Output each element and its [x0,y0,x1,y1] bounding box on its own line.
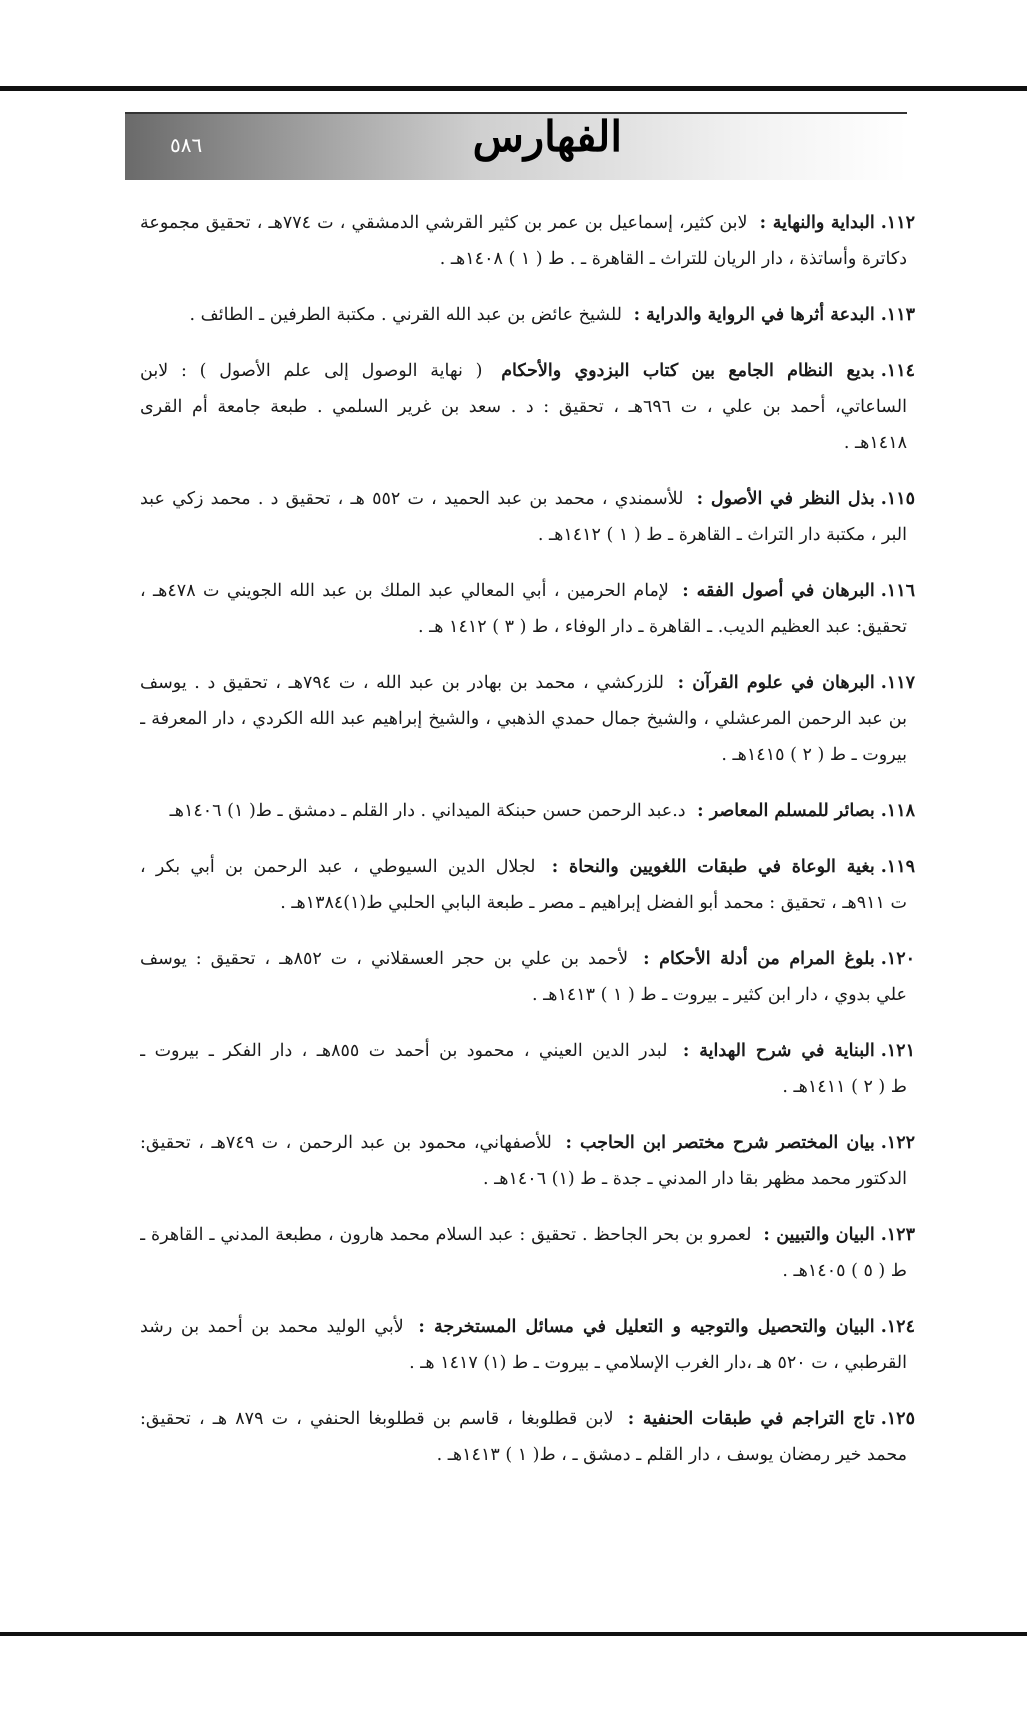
entry-title: البيان والتحصيل والتوجيه و التعليل في مسائل المستخرجة : [418,1317,875,1337]
page-number: ٥٨٦ [170,133,203,157]
entry-number: ١١٨. [880,801,915,821]
entry-number: ١٢٥. [880,1409,915,1429]
entry-title: البرهان في أصول الفقه : [682,581,875,601]
bibliography-entry [140,1401,915,1473]
entry-text: بيروت ـ ط ( ٢ ) ١٤١٥هـ . [721,745,907,765]
entry-title: البيان والتبيين : [763,1225,875,1245]
entry-text: للشيخ عائض بن عبد الله القرني . مكتبة الطرفين ـ الطائف . [189,305,622,325]
entry-text: دكاترة وأساتذة ، دار الريان للتراث ـ القاهرة ـ . ط ( ١ ) ١٤٠٨هـ . [439,249,907,269]
entry-title: البداية والنهاية : [759,213,875,233]
entry-title: بيان المختصر شرح مختصر ابن الحاجب : [565,1133,875,1153]
entry-number: ١٢١. [880,1041,915,1061]
bibliography-entry [140,1309,915,1381]
entry-text: لعمرو بن بحر الجاحظ . تحقيق : عبد السلام محمد هارون ، مطبعة المدني ـ القاهرة ـ [140,1225,752,1245]
bibliography-entry [140,849,915,921]
entry-number: ١١٩. [880,857,915,877]
bibliography-list [140,205,915,1493]
entry-text: ط ( ٢ ) ١٤١١هـ . [782,1077,907,1097]
entry-text: لبدر الدين العيني ، محمود بن أحمد ت ٨٥٥هـ ، دار الفكر ـ بيروت ـ [140,1041,668,1061]
entry-title: بغية الوعاة في طبقات اللغويين والنحاة : [551,857,875,877]
entry-title: البدعة أثرها في الرواية والدراية : [633,305,875,325]
entry-text: لأحمد بن علي بن حجر العسقلاني ، ت ٨٥٢هـ ، تحقيق : يوسف [140,949,629,969]
bibliography-entry [140,205,915,277]
entry-text: لابن كثير، إسماعيل بن عمر بن كثير القرشي الدمشقي ، ت ٧٧٤هـ ، تحقيق مجموعة [140,213,748,233]
entry-text: ١٤١٨هـ . [843,433,907,453]
entry-number: ١٢٠. [880,949,915,969]
entry-text: الساعاتي، أحمد بن علي ، ت ٦٩٦هـ ، تحقيق : د . سعد بن غرير السلمي . طبعة جامعة أم القرى [140,397,907,417]
bibliography-entry [140,1033,915,1105]
bibliography-entry [140,941,915,1013]
page-title: الفهارس [472,112,622,161]
entry-number: ١١٢. [880,213,915,233]
entry-text: محمد خير رمضان يوسف ، دار القلم ـ دمشق ـ ، ط( ١ ) ١٤١٣هـ . [436,1445,907,1465]
bibliography-entry [140,481,915,553]
entry-title: بصائر للمسلم المعاصر : [697,801,875,821]
entry-title: بلوغ المرام من أدلة الأحكام : [643,949,875,969]
bibliography-entry [140,1125,915,1197]
entry-text: تحقيق: عبد العظيم الديب. ـ القاهرة ـ دار الوفاء ، ط ( ٣ ) ١٤١٢ هـ . [418,617,907,637]
bottom-rule [0,1632,1027,1636]
top-rule [0,86,1027,91]
bibliography-entry [140,793,915,829]
entry-number: ١١٣. [880,305,915,325]
entry-number: ١١٧. [880,673,915,693]
entry-text: د.عبد الرحمن حسن حبنكة الميداني . دار القلم ـ دمشق ـ ط( ١) ١٤٠٦هـ [169,801,686,821]
entry-text: البر ، مكتبة دار التراث ـ القاهرة ـ ط ( ١ ) ١٤١٢هـ . [537,525,907,545]
entry-text: بن عبد الرحمن المرعشلي ، والشيخ جمال حمدي الذهبي ، والشيخ إبراهيم عبد الله الكردي ، دار المعرفة ـ [140,709,907,729]
entry-text: للزركشي ، محمد بن بهادر بن عبد الله ، ت ٧٩٤هـ ، تحقيق د . يوسف [140,673,665,693]
bibliography-entry [140,665,915,773]
entry-text: لأبي الوليد محمد بن أحمد بن رشد [140,1317,404,1337]
entry-text: ط ( ٥ ) ١٤٠٥هـ . [782,1261,907,1281]
entry-text: للأسمندي ، محمد بن عبد الحميد ، ت ٥٥٢ هـ ، تحقيق د . محمد زكي عبد [140,489,684,509]
entry-text: ( نهاية الوصول إلى علم الأصول ) : لابن [140,361,483,381]
bibliography-entry [140,297,915,333]
entry-text: لجلال الدين السيوطي ، عبد الرحمن بن أبي بكر ، [140,857,536,877]
entry-number: ١١٦. [880,581,915,601]
entry-text: الدكتور محمد مظهر بقا دار المدني ـ جدة ـ ط (١) ١٤٠٦هـ . [483,1169,907,1189]
entry-number: ١٢٣. [880,1225,915,1245]
entry-text: لابن قطلوبغا ، قاسم بن قطلوبغا الحنفي ، ت ٨٧٩ هـ ، تحقيق: [140,1409,614,1429]
entry-title: البناية في شرح الهداية : [682,1041,875,1061]
entry-title: البرهان في علوم القرآن : [677,673,875,693]
entry-title: تاج التراجم في طبقات الحنفية : [627,1409,875,1429]
entry-number: ١٢٢. [880,1133,915,1153]
entry-text: ت ٩١١هـ ، تحقيق : محمد أبو الفضل إبراهيم ـ مصر ـ طبعة البابي الحلبي ط(١)١٣٨٤هـ . [280,893,907,913]
bibliography-entry [140,353,915,461]
bibliography-entry [140,573,915,645]
entry-number: ١١٤. [880,361,915,381]
entry-number: ١١٥. [880,489,915,509]
entry-text: للأصفهاني، محمود بن عبد الرحمن ، ت ٧٤٩هـ ، تحقيق: [140,1133,552,1153]
entry-number: ١٢٤. [880,1317,915,1337]
bibliography-entry [140,1217,915,1289]
entry-title: بذل النظر في الأصول : [696,489,875,509]
entry-text: القرطبي ، ت ٥٢٠ هـ ،دار الغرب الإسلامي ـ بيروت ـ ط (١) ١٤١٧ هـ . [409,1353,907,1373]
entry-text: علي بدوي ، دار ابن كثير ـ بيروت ـ ط ( ١ ) ١٤١٣هـ . [531,985,907,1005]
entry-title: بديع النظام الجامع بين كتاب البزدوي والأحكام [501,361,875,381]
entry-text: لإمام الحرمين ، أبي المعالي عبد الملك بن عبد الله الجويني ت ٤٧٨هـ ، [140,581,669,601]
